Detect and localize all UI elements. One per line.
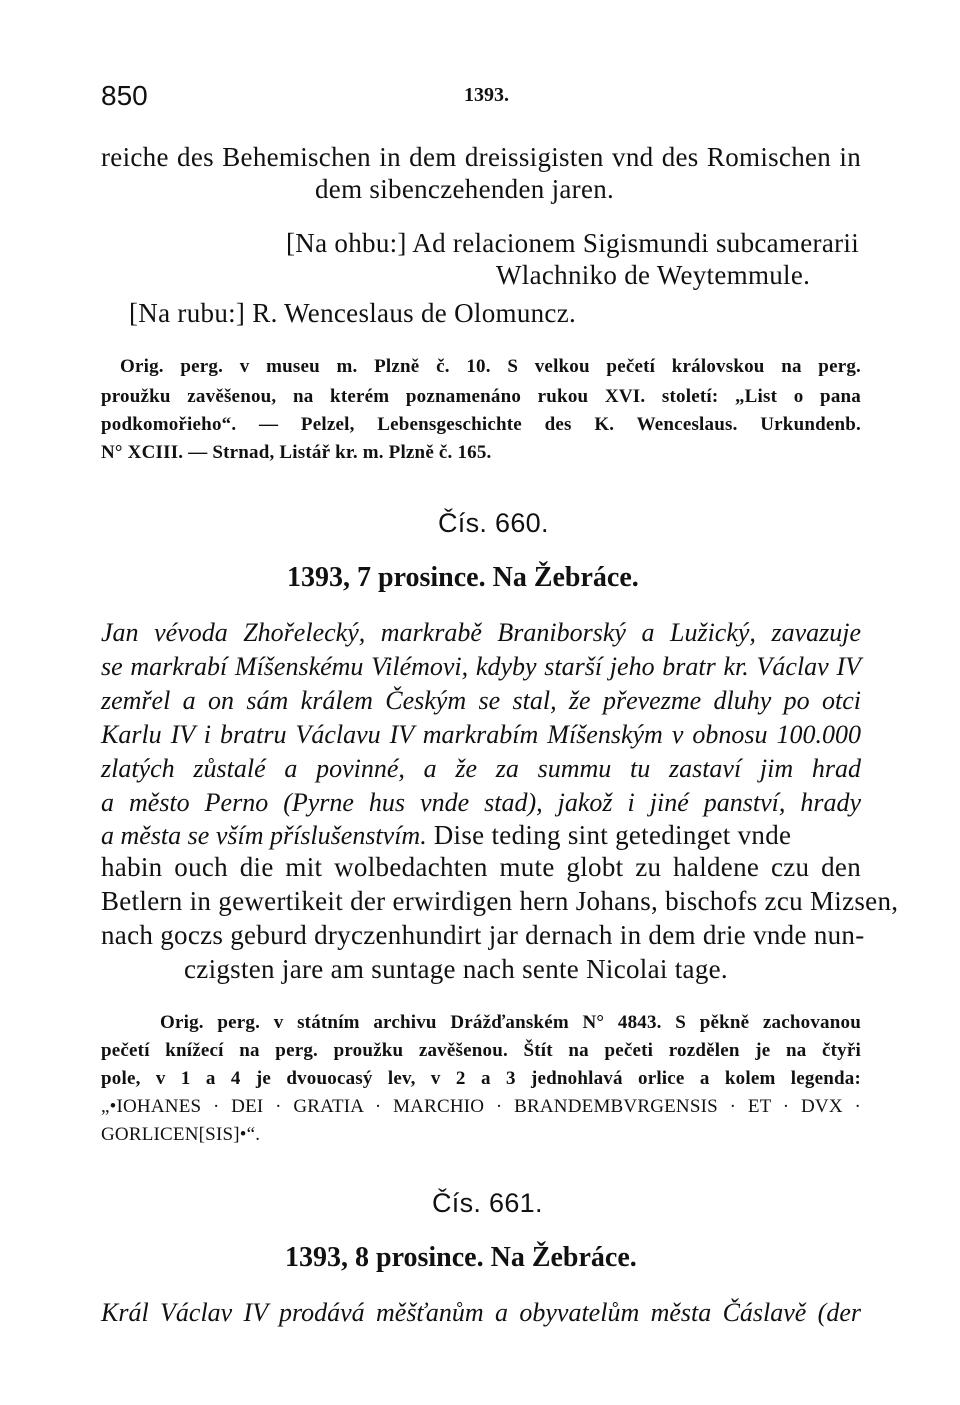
note-line: GORLICEN[SIS]•“.: [101, 1124, 261, 1145]
note-line: „•IOHANES · DEI · GRATIA · MARCHIO · BRANDEMBVRGENSIS · ET · DVX ·: [101, 1096, 861, 1117]
regest-line-end: a města se vším příslušenstvím.: [101, 821, 427, 850]
document-number: Čís. 661.: [432, 1188, 543, 1218]
mixed-line: [101, 820, 791, 851]
note-line: Orig. perg. v museu m. Plzně č. 10. S velkou pečetí královskou na perg.: [120, 356, 861, 377]
regest-line: Jan vévoda Zhořelecký, markrabě Braniborský a Lužický, zavazuje: [101, 618, 861, 647]
document-heading: 1393, 7 prosince. Na Žebráce.: [287, 562, 639, 593]
note-line: podkomořieho“. — Pelzel, Lebensgeschichte des K. Wenceslaus. Urkundenb.: [101, 414, 861, 435]
regest-line: Král Václav IV prodává měšťanům a obyvatelům města Čáslavě (der: [101, 1298, 861, 1327]
note-line: pole, v 1 a 4 je dvouocasý lev, v 2 a 3 jednohlavá orlice a kolem legenda:: [101, 1068, 861, 1089]
page-number: 850: [101, 80, 148, 111]
note-line: Orig. perg. v státním archivu Drážďanském N° 4843. S pěkně zachovanou: [160, 1012, 861, 1033]
text-line-start: Dise teding sint getedinget vnde: [426, 820, 792, 850]
document-heading: 1393, 8 prosince. Na Žebráce.: [285, 1242, 637, 1273]
note-line: pečetí knížecí na perg. proužku zavěšenou. Štít na pečeti rozdělen je na čtyři: [101, 1040, 861, 1061]
note-line: proužku zavěšenou, na kterém poznamenáno rukou XVI. století: „List o pana: [101, 386, 861, 407]
regest-line: Karlu IV i bratru Václavu IV markrabím Míšenským v obnosu 100.000: [101, 720, 861, 749]
text-line: dem sibenczehenden jaren.: [315, 174, 615, 204]
note-line: N° XCIII. — Strnad, Listář kr. m. Plzně č. 165.: [101, 442, 492, 463]
endorsement-rubu: [Na rubu:] R. Wenceslaus de Olomuncz.: [129, 298, 577, 328]
regest-line: zlatých zůstalé a povinné, a že za summu tu zastaví jim hrad: [101, 754, 861, 783]
text-line: reiche des Behemischen in dem dreissigisten vnd des Romischen in: [101, 142, 861, 172]
document-number: Čís. 660.: [438, 508, 549, 538]
regest-line: zemřel a on sám králem Českým se stal, že převezme dluhy po otci: [101, 686, 861, 715]
text-line: habin ouch die mit wolbedachten mute globt zu haldene czu den: [101, 852, 861, 882]
text-line: Betlern in gewertikeit der erwirdigen hern Johans, bischofs zcu Mizsen,: [101, 886, 899, 916]
endorsement-ohbu: [Na ohbu:] Ad relacionem Sigismundi subcamerarii: [286, 228, 860, 258]
running-head-year: 1393.: [464, 84, 509, 106]
regest-line: a město Perno (Pyrne hus vnde stad), jakož i jiné panství, hrady: [101, 788, 861, 817]
endorsement-ohbu-cont: Wlachniko de Weytemmule.: [496, 260, 811, 290]
text-line: nach goczs geburd dryczenhundirt jar dernach in dem drie vnde nun-: [101, 920, 865, 950]
regest-line: se markrabí Míšenskému Vilémovi, kdyby starší jeho bratr kr. Václav IV: [101, 652, 861, 681]
text-line: czigsten jare am suntage nach sente Nicolai tage.: [184, 954, 728, 984]
